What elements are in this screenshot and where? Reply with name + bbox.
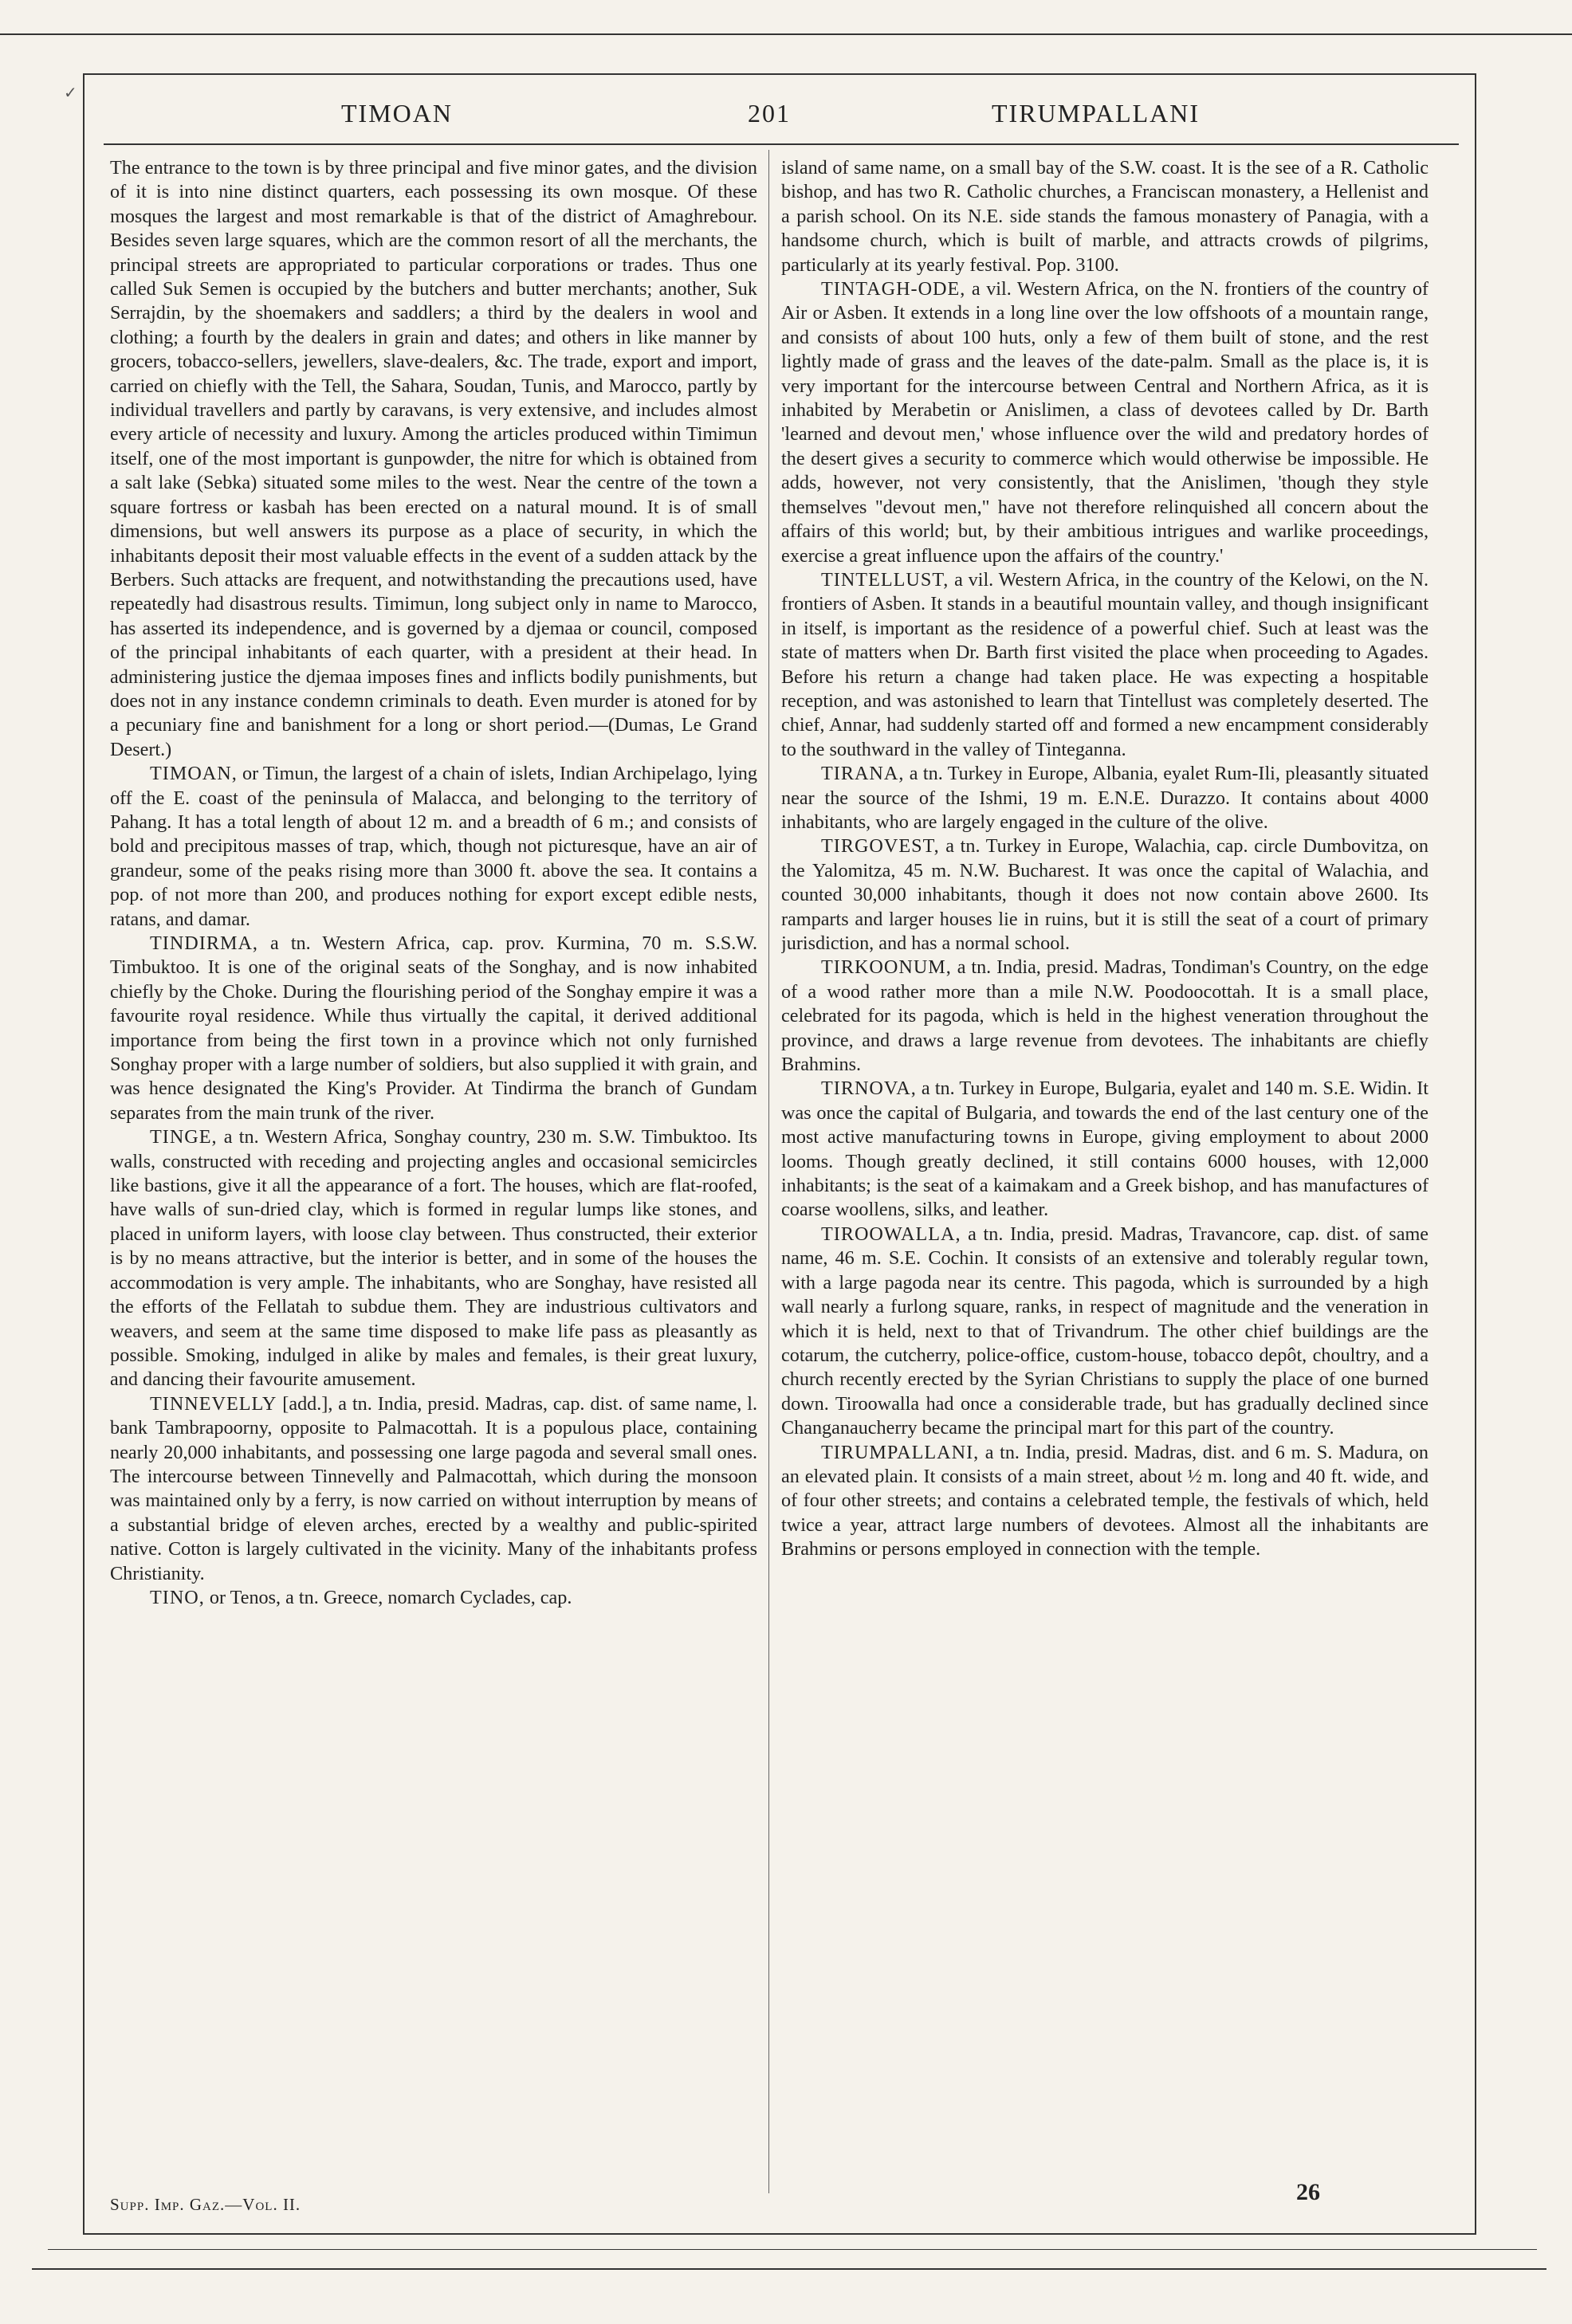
headword: TIRANA,: [821, 763, 905, 785]
headword: TINNEVELLY: [150, 1392, 277, 1415]
entry-text: a tn. India, presid. Madras, Tondiman's Country, on the edge of a wood rather more than a mile N.W. Poodoocottah. It is a small place, celebrated for its pagoda, which is held in the highest veneration throughout the province, and draws a large revenue from devotees. The inhabitants are chiefly Brahmins.: [781, 956, 1429, 1076]
entry-text: a tn. India, presid. Madras, Travancore, cap. dist. of same name, 46 m. S.E. Cochin. It consists of an extensive and tolerably regular town, with a large pagoda near its centre. This pagoda, which is surrounded by a high wall nearly a furlong square, ranks, in respect of magnitude and the veneration in which it is held, next to that of Trivandrum. The other chief buildings are the cotarum, the cutcherry, police-office, custom-house, tobacco depôt, choultry, and a church recently erected by the Syrian Christians to supply the place of one burned down. Tiroowalla had once a considerable trade, but has gradually declined since Changanaucherry became the principal mart for this part of the country.: [781, 1223, 1429, 1439]
entry-text: The entrance to the town is by three principal and five minor gates, and the division of it is into nine distinct quarters, each possessing its own mosque. Of these mosques the largest and most remarkable is that of the district of Amaghrebour. Besides seven large squares, which are the common resort of all the merchants, the principal streets are appropriated to particular corporations or trades. Thus one called Suk Semen is occupied by the butchers and butter merchants; another, Suk Serrajdin, by the shoemakers and saddlers; a third by the dealers in wool and clothing; a fourth by the dealers in grain and dates; and others in like manner by grocers, tobacco-sellers, jewellers, slave-dealers, &c. The trade, export and import, carried on chiefly with the Tell, the Sahara, Soudan, Tunis, and Marocco, partly by individual travellers and partly by caravans, is very extensive, and includes almost every article of necessity and luxury. Among the articles produced within Timimun itself, one of the most important is gunpowder, the nitre for which is obtained from a salt lake (Sebka) situated some miles to the west. Near the centre of the town a square fortress or kasbah has been erected on a natural mound. It is of small dimensions, but well answers its purpose as a place of security, in which the inhabitants deposit their most valuable effects in the event of a sudden attack by the Berbers. Such attacks are frequent, and notwithstanding the precautions used, have repeatedly had disastrous results. Timimun, long subject only in name to Marocco, has asserted its independence, and is governed by a djemaa or council, composed of the principal inhabitants of each quarter, with a president at their head. In administering justice the djemaa imposes fines and inflicts bodily punishments, but does not in any instance condemn criminals to death. Even murder is atoned for by a pecuniary fine and banishment for a long or short period.—(Dumas, Le Grand Desert.): [110, 157, 757, 760]
entry: [781, 277, 1429, 568]
entry-text: or Timun, the largest of a chain of islets, Indian Archipelago, lying off the E. coast of the peninsula of Malacca, and belonging to the territory of Pahang. It has a total length of about 12 m. and a breadth of 6 m.; and consists of bold and precipitous masses of trap, which, though not picturesque, have an air of grandeur, some of the peaks rising more than 3000 ft. above the sea. It contains a pop. of not more than 200, and produces nothing for export except edible nests, ratans, and damar.: [110, 763, 757, 930]
entry-text: a tn. Turkey in Europe, Bulgaria, eyalet and 140 m. S.E. Widin. It was once the capital of Bulgaria, and towards the end of the last century one of the most active manufacturing towns in Europe, giving employment to about 2000 looms. Though greatly declined, it still contains 6000 houses, with 12,000 inhabitants; is the seat of a kaimakam and a Greek bishop, and has manufactures of coarse woollens, silks, and leather.: [781, 1078, 1429, 1221]
bottom-rule: [32, 2268, 1546, 2270]
headword: TIRNOVA,: [821, 1078, 917, 1100]
entry: [781, 1223, 1429, 1441]
headword: TINO,: [150, 1586, 205, 1608]
entry: [781, 156, 1429, 277]
entry-text: a tn. Western Africa, cap. prov. Kurmina, 70 m. S.S.W. Timbuktoo. It is one of the original seats of the Songhay, and is now inhabited chiefly by the Choke. During the flourishing period of the Songhay empire it was a favourite royal residence. While thus virtually the capital, it derived additional importance from being the first town in a province which not only furnished Songhay proper with a large number of soldiers, but also supplied it with grain, and was hence designated the King's Provider. At Tindirma the branch of Gundam separates from the main trunk of the river.: [110, 932, 757, 1124]
entry: [781, 834, 1429, 956]
entry: [110, 1125, 757, 1392]
running-head-left: TIMOAN: [341, 99, 453, 128]
headword: TINDIRMA,: [150, 932, 258, 954]
entry-text: a vil. Western Africa, on the N. frontiers of the country of Air or Asben. It extends in a long line over the low offshoots of a mountain range, and consists of about 100 huts, only a few of them built of stone, and the rest lightly made of grass and the leaves of the date-palm. Small as the place is, it is very important for the intercourse between Central and Northern Africa, as it is inhabited by Merabetin or Anislimen, a class of devotees called by Dr. Barth 'learned and devout men,' whose influence over the wild and predatory hordes of the desert gives a security to commerce which would otherwise be impossible. He adds, however, not very consistently, that the Anislimen, 'though they style themselves "devout men," have not therefore relinquished all concern about the affairs of this world; but, by their ambitious intrigues and warlike proceedings, exercise a great influence upon the affairs of the country.': [781, 278, 1429, 567]
entry-text: a tn. Turkey in Europe, Albania, eyalet Rum-Ili, pleasantly situated near the source of the Ishmi, 19 m. E.N.E. Durazzo. It contains about 4000 inhabitants, who are largely engaged in the culture of the olive.: [781, 763, 1429, 833]
entry: [781, 762, 1429, 834]
entry-text: a tn. Turkey in Europe, Walachia, cap. circle Dumbovitza, on the Yalomitza, 45 m. N.W. Bucharest. It was once the capital of Walachia, and counted 30,000 inhabitants, though it does not now contain above 2600. Its ramparts and larger houses lie in ruins, but it is still the seat of a court of primary jurisdiction, and has a normal school.: [781, 835, 1429, 954]
running-head-right: TIRUMPALLANI: [992, 99, 1201, 128]
right-column: [781, 156, 1429, 2196]
entry: [781, 1077, 1429, 1222]
headword: TIRUMPALLANI,: [821, 1441, 980, 1463]
entry: [110, 156, 757, 762]
page-number: 201: [748, 99, 791, 128]
entry: [110, 1586, 757, 1610]
printer-mark: ✓: [64, 84, 77, 102]
entry: [110, 932, 757, 1125]
header-rule: [104, 143, 1459, 145]
entry: [781, 1441, 1429, 1562]
entry: [110, 762, 757, 932]
left-column: [110, 156, 757, 2196]
entry-text: or Tenos, a tn. Greece, nomarch Cyclades, cap.: [204, 1586, 572, 1608]
column-divider: [768, 150, 769, 2193]
top-rule: [0, 33, 1572, 35]
entry-text: a tn. India, presid. Madras, dist. and 6 m. S. Madura, on an elevated plain. It consists of a main street, about ½ m. long and 40 ft. wide, and of four other streets; and contains a celebrated temple, the festivals of which, held twice a year, attract large numbers of devotees. Almost all the inhabitants are Brahmins or persons employed in connection with the temple.: [781, 1441, 1429, 1560]
headword: TIRGOVEST,: [821, 835, 940, 858]
entry: [110, 1392, 757, 1586]
headword: TIRKOONUM,: [821, 956, 952, 979]
signature-line: Supp. Imp. Gaz.—Vol. II.: [110, 2195, 301, 2214]
entry-text: [add.], a tn. India, presid. Madras, cap. dist. of same name, l. bank Tambrapoorny, opposite to Palmacottah. It is a populous place, containing nearly 20,000 inhabitants, and possessing one large pagoda and several small ones. The intercourse between Tinnevelly and Palmacottah, which during the monsoon was maintained only by a ferry, is now carried on without interruption by means of a substantial bridge of eleven arches, erected by a wealthy and public-spirited native. Cotton is largely cultivated in the vicinity. Many of the inhabitants profess Christianity.: [110, 1392, 757, 1584]
entry-text: island of same name, on a small bay of the S.W. coast. It is the see of a R. Catholic bishop, and has two R. Catholic churches, a Franciscan monastery, a Hellenist and a parish school. On its N.E. side stands the famous monastery of Panagia, with a handsome church, which is built of marble, and attracts crowds of pilgrims, particularly at its yearly festival. Pop. 3100.: [781, 157, 1429, 276]
entry-text: a vil. Western Africa, in the country of the Kelowi, on the N. frontiers of Asben. It stands in a beautiful mountain valley, and though insignificant in itself, is important as the residence of a powerful chief. Such at least was the state of matters when Dr. Barth first visited the place when proceeding to Agades. Before his return a change had taken place. He was expecting a hospitable reception, and was astonished to learn that Tintellust was completely deserted. The chief, Annar, had suddenly started off and formed a new encampment considerably to the southward in the valley of Tinteganna.: [781, 568, 1429, 760]
sheet-number: 26: [1296, 2179, 1320, 2205]
headword: TINTELLUST,: [821, 568, 949, 591]
headword: TIROOWALLA,: [821, 1223, 961, 1245]
headword: TIMOAN,: [150, 763, 238, 785]
entry-text: a tn. Western Africa, Songhay country, 230 m. S.W. Timbuktoo. Its walls, constructed with receding and projecting angles and occasional semicircles like bastions, give it all the appearance of a fort. The houses, which are flat-roofed, have walls of sun-dried clay, which is formed in regular lumps like stones, and placed in uniform layers, with loose clay between. Thus constructed, their exterior is by no means attractive, but the interior is better, and in some of the houses the accommodation is very ample. The inhabitants, who are Songhay, have resisted all the efforts of the Fellatah to subdue them. They are industrious cultivators and weavers, and seem at the same time disposed to make life pass as pleasantly as possible. Smoking, indulged in alike by males and females, is their great luxury, and dancing their favourite amusement.: [110, 1126, 757, 1391]
entry: [781, 568, 1429, 762]
inner-bottom-rule: [48, 2249, 1537, 2250]
entry: [781, 956, 1429, 1077]
headword: TINGE,: [150, 1126, 218, 1148]
headword: TINTAGH-ODE,: [821, 278, 966, 300]
